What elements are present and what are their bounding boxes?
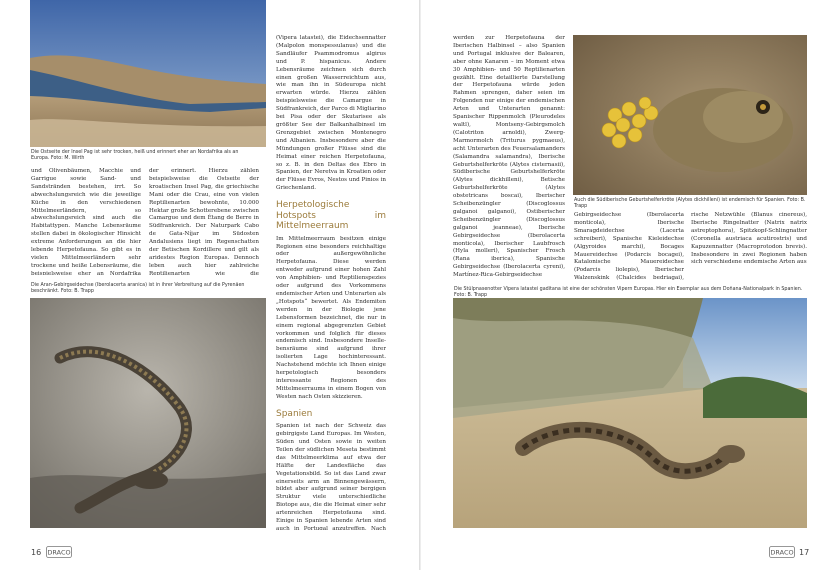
draco-logo-left bbox=[46, 546, 72, 558]
photo-midwife-toad bbox=[573, 35, 807, 195]
paragraph-species-list-cont: rische Netzwühle (Blanus cinereus), Iberische Ringelnatter (Natrix natrix astreptophora), Spitzkopf-Schlingnatter (Coronella austriaca acutirostris) und Kapuzennatter (Macroprotodon brevis). Insbesondere in zwei Regionen haben sich verschiedene endemische Arten aus bbox=[691, 212, 807, 266]
text-column-3 bbox=[276, 35, 386, 530]
draco-logo-text: DRACO bbox=[770, 548, 794, 557]
paragraph-iberian-fauna: werden zur Herpetofauna der Iberischen Halbinsel – also Spanien und Portugal inklusive der Balearen, aber ohne Kanaren – im Moment etwa 30 Amphibien- und 50 Reptilienarten gezählt. Eine detaillierte Darstellung der Herpetofauna würde jeden Rahmen sprengen, daher seien im Folgenden nur einige der endemischen Arten und Unterarten genannt: Spanischer Rippenmolch (Pleurodeles waltl), Montseny-Gebirgsmolch (Calotriton arnoldi), Zwerg-Marmormolch (Triturus pygmaeus), acht Unterarten des Feuersalamanders (Salamandra salamandra), Iberische Geburtshelferkröte (Alytes cisternasii), Südiberische Geburtshelferkröte (Alytes dickhilleni), Betische Geburtshelferkröte (Alytes obstetricans boscai), Iberischer Scheibenzüngler (Discoglossus galganoi galganoi), Ostiberischer Scheibenzüngler (Discoglossus galganoi jeanneae), Iberische Gebirgseidechse (Iberolacerta monticola), Iberischer Laubfrosch (Hyla molleri), Spanischer Frosch (Rana iberica), Spanische Gebirgseidechse (Iberolacerta cyreni), Martínez-Rica-Gebirgseidechse bbox=[453, 35, 565, 279]
viper-image bbox=[453, 298, 807, 528]
caption-viper: Die Stülpnasenotter Vipera latastei gaditana ist eine der schönsten Vipern Europas. Hier ein Exemplar aus dem Doñana-Nationalpark in Spanien. Foto: B. Trapp bbox=[454, 287, 803, 299]
text-column-5 bbox=[574, 212, 684, 282]
text-column-2 bbox=[149, 168, 259, 275]
draco-logo-text: DRACO bbox=[47, 548, 71, 557]
photo-vipera-latastei bbox=[453, 298, 807, 528]
text-column-1 bbox=[31, 168, 141, 275]
paragraph-habitats: der erinnert. Hierzu zählen beispielsweise die Ostseite der kroatischen Insel Pag, die griechische Mani oder die Crau, eine von vielen Reptilienarten bewohnte, 10.000 Hektar große Schotterebene zwischen Camargue und dem Étang de Berre in Südfrankreich. Der Naturpark Cabo de Gata-Níjar im Südosten Andalusiens liegt im Regenschatten der Betischen Kordillere und gilt als aridestes Region Europas. Dennoch leben auch hier zahlreiche Reptilienarten wie die bbox=[149, 168, 259, 275]
lizard-image bbox=[30, 298, 266, 528]
left-page bbox=[0, 0, 419, 570]
photo-aran-lizard bbox=[30, 298, 266, 528]
caption-midwife-toad: Auch die Südiberische Geburtshelferkröte (Alytes dickhilleni) ist endemisch für Spanien. Foto: B. Trapp bbox=[574, 198, 806, 210]
paragraph-hotspots: Im Mittelmeerraum besitzen einige Regionen eine besonders reichhaltige oder außergewöhnliche Herpetofauna. Diese werden entweder aufgrund einer hohen Zahl von Amphibien- und Reptilienspezies oder aufgrund des Vorkommens endemischer Arten und Unterarten als „Hotspots“ bewertet. Als Endemiten werden in der Biologie jene Lebensformen bezeichnet, die nur in einem regional abgegrenzten Gebiet vorkommen und folglich für dieses endemisch sind. Insbesondere Inselle-bensräume sind aufgrund ihrer isolierten Lage hochinteressant. Nachstehend möchte ich Ihnen einige herpetologisch besonders interessante Regionen des Mittelmeerraums in einem Bogen von Westen nach Osten skizzieren. bbox=[276, 235, 386, 400]
paragraph-spanien: Spanien ist nach der Schweiz das gebirgigste Land Europas. Im Westen, Süden und Osten sowie in weiten Teilen der südlichen Meseta bestimmt das Mittelmeerklima auf etwa der Hälfte der Landesfläche das Vegetationsbild. So ist das Land zwar einerseits arm an Binnengewässern, bildet aber aufgrund seiner bergigen Struktur viele unterschiedliche Biotope aus, die die Heimat einer sehr artenreichen Herpetofauna sind. Einige in Spanien lebende Arten sind auch in Portugal anzutreffen. Nach bbox=[276, 423, 386, 530]
photo-pag-island bbox=[30, 0, 266, 147]
paragraph-water-habitats: (Vipera latastei), die Eidechsennatter (Malpolon monspessulanus) und die Sandläufer Psammodromus algirus und P. hispanicus. Andere Lebensräume zeichnen sich durch einen großen Wasserreichtum aus, wie man ihn in Südeuropa nicht erwarten würde. Hierzu zählen beispielsweise die Camargue in Südfrankreich, der Parco di Migliarino bei Pisa oder der Skutarisee als größter See der Balkanhalbinsel im Grenzgebiet zwischen Montenegro und Albanien. Insbesondere aber die Mündungen großer Flüsse sind die Heimat einer reichen Herpetofauna, so z. B. in den Deltas des Ebro in Spanien, der Neretva in Kroatien oder der Flüsse Evros, Nestos und Pinios in Griechenland. bbox=[276, 35, 386, 192]
pag-landscape-image bbox=[30, 0, 266, 147]
text-column-6 bbox=[691, 212, 807, 282]
text-column-4 bbox=[453, 35, 565, 280]
toad-image bbox=[573, 35, 807, 195]
heading-hotspots: Herpetologische Hotspots im Mittelmeerraum bbox=[276, 200, 386, 232]
paragraph-species-list: Gebirgseidechse (Iberolacerta monticola), Iberische Smaragdeidechse (Lacerta schreiberi), Spanische Kieleidechse (Algyroides marchi), Bocages Mauereidechse (Podarcis bocagei), Katalonische Mauereidechse (Podarcis liolepis), Iberischer Walzenskink (Chalcides bedriagai), bbox=[574, 212, 684, 282]
paragraph-intro: und Olivenbäumen, Macchie und Garrigue sowie Sand- und Sandstränden bestehen, irrt. So abwechslungsreich wie die jeweilige Küche in den verschiedenen Mittelmeerländern, so abwechslungsreich sind auch die Habitattypen. Manche Lebensräume stellen dabei in ökologischer Hinsicht extreme Anforderungen an die hier lebende Herpetofauna. So gibt es in vielen Mittelmeerländern sehr trockene und heiße Lebensräume, die beispielsweise eher an Nordafrika bbox=[31, 168, 141, 275]
caption-pag: Die Ostseite der Insel Pag ist sehr trocken, heiß und erinnert eher an Nordafrika als an Europa. Foto: M. Wirth bbox=[31, 150, 239, 162]
heading-spanien: Spanien bbox=[276, 408, 313, 419]
draco-logo-right bbox=[769, 546, 795, 558]
right-page bbox=[421, 0, 840, 570]
caption-aran-lizard: Die Aran-Gebirgseidechse (Iberolacerta aranica) ist in ihrer Verbreitung auf die Pyrenäen beschränkt. Foto: B. Trapp bbox=[31, 283, 245, 295]
page-number-left: 16 bbox=[31, 548, 42, 557]
page-number-right: 17 bbox=[799, 548, 810, 557]
